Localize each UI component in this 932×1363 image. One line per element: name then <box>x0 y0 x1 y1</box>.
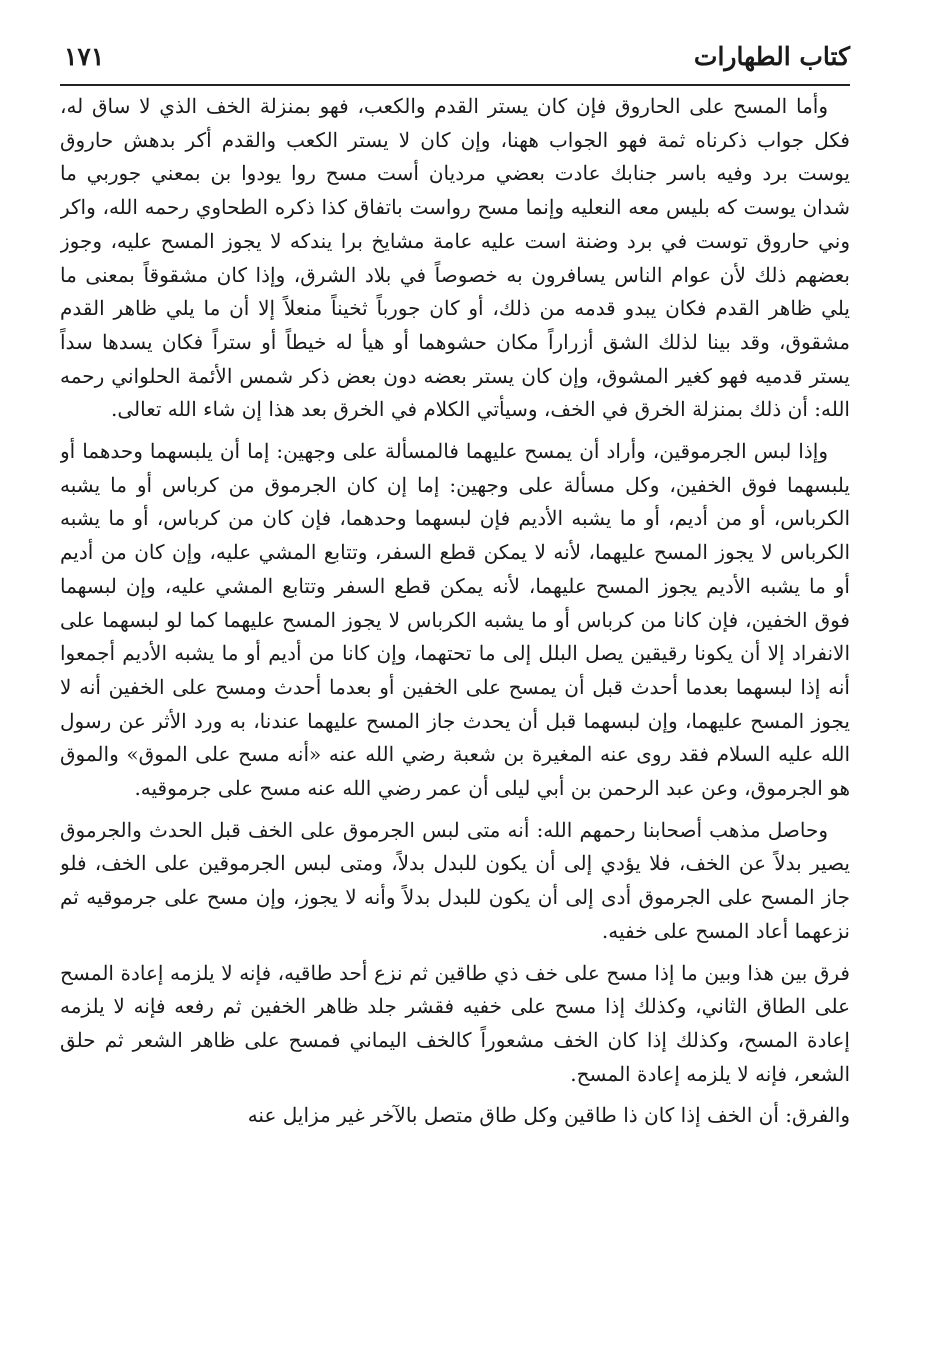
page-number: ١٧١ <box>64 42 105 71</box>
running-head <box>60 40 850 80</box>
paragraph-harouq: وأما المسح على الحاروق فإن كان يستر القدم والكعب، فهو بمنزلة الخف الذي لا ساق له، فكل جواب ذكرناه ثمة فهو الجواب ههنا، وإن كان لا يستر الكعب والقدم أكر بدهش حاروق يوست برد وفيه باسر جنابك عادت بعضي مرديان أست مسح روا يودوا بن بمعني جوربي ما شدان يوست كه بليس معه النعليه وإنما مسح رواست باتفاق كذا ذكره الطحاوي رحمه الله، واكر وني حاروق توست في برد وضنة است عليه عامة مشايخ برا يندكه لا يجوز المسح عليه، وجوز بعضهم ذلك لأن عوام الناس يسافرون به خصوصاً في بلاد الشرق، وإذا كان مشقوقاً بمعنى ما يلي ظاهر القدم فكان يبدو قدمه من ذلك، أو كان جورباً ثخيناً منعلاً إلا أن ما يلي ظاهر القدم مشقوق، وقد بينا لذلك الشق أزراراً مكان حشوهما أو هيأ له خيطاً أو ستراً فكان يسدها سداً يستر قدميه فهو كغير المشوق، وإن كان يستر بعضه دون بعض ذكر شمس الأئمة الحلواني رحمه الله: أن ذلك بمنزلة الخرق في الخف، وسيأتي الكلام في الخرق بعد هذا إن شاء الله تعالى. <box>60 94 850 422</box>
main-text <box>60 90 850 1350</box>
paragraph-madhhab-summary: وحاصل مذهب أصحابنا رحمهم الله: أنه متى لبس الجرموق على الخف قبل الحدث والجرموق يصير بدلاً عن الخف، فلا يؤدي إلى أن يكون للبدل بدلاً، ومتى لبس الجرموقين على الخف، فلو جاز المسح على الجرموق أدى إلى أن يكون للبدل بدلاً وأنه لا يجوز، وإن مسح على جرموقيه ثم نزعهما أعاد المسح على خفيه. <box>60 817 850 943</box>
paragraph-difference: والفرق: أن الخف إذا كان ذا طاقين وكل طاق متصل بالآخر غير مزايل عنه <box>247 1103 850 1128</box>
book-title: كتاب الطهارات <box>693 42 850 71</box>
header-rule <box>60 84 850 86</box>
paragraph-jarmouq: وإذا لبس الجرموقين، وأراد أن يمسح عليهما فالمسألة على وجهين: إما أن يلبسهما وحدهما أو يلبسهما فوق الخفين، وكل مسألة على وجهين: إما إن كان الجرموق من كرباس أو ما يشبه الكرباس، أو من أديم، أو ما يشبه الأديم فإن لبسهما وحدهما، فإن كان من كرباس، أو ما يشبه الكرباس لا يجوز المسح عليهما، لأنه لا يمكن قطع السفر، وتتابع المشي عليه، وإن كان من أديم أو ما يشبه الأديم يجوز المسح عليهما، لأنه يمكن قطع السفر وتتابع المشي عليه، وإن لبسهما فوق الخفين، فإن كانا من كرباس أو ما يشبه الكرباس لا يجوز المسح عليهما كما لو لبسهما على الانفراد إلا أن يكونا رقيقين يصل البلل إلى ما تحتهما، وإن كانا من أديم أو ما يشبه الأديم أجمعوا أنه إذا لبسهما بعدما أحدث قبل أن يمسح على الخفين أو بعدما أحدث ومسح على الخفين أنه لا يجوز المسح عليهما، وإن لبسهما قبل أن يحدث جاز المسح عليهما عندنا، به ورد الأثر عن رسول الله عليه السلام فقد روى عنه المغيرة بن شعبة رضي الله عنه «أنه مسح على الموق» والموق هو الجرموق، وعن عبد الرحمن بن أبي ليلى أن عمر رضي الله عنه مسح على جرموقيه. <box>60 439 850 801</box>
paragraph-distinction: فرق بين هذا وبين ما إذا مسح على خف ذي طاقين ثم نزع أحد طاقيه، فإنه لا يلزمه إعادة المسح على الطاق الثاني، وكذلك إذا مسح على خفيه فقشر جلد ظاهر الخفين ثم رفعه فإنه لا يلزمه إعادة المسح، وكذلك إذا كان الخف مشعوراً كالخف اليماني فمسح على ظاهر الشعر ثم حلق الشعر، فإنه لا يلزمه إعادة المسح. <box>60 960 850 1086</box>
